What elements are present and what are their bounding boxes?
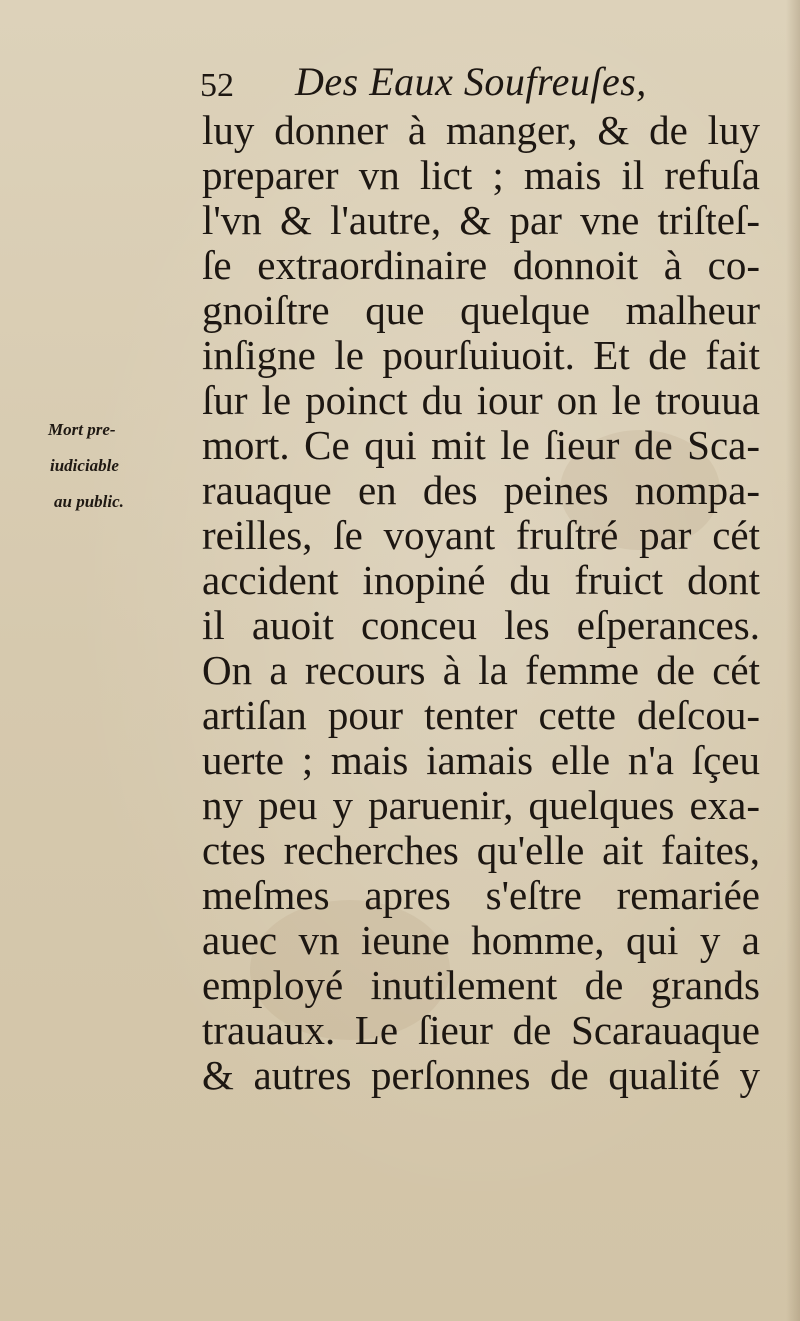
text-line: trauaux. Le ſieur de Scarauaque <box>202 1008 760 1053</box>
page-header <box>200 58 760 110</box>
text-line: mort. Ce qui mit le ſieur de Sca- <box>202 423 760 468</box>
text-line: & autres perſonnes de qualité y <box>202 1053 760 1098</box>
text-line: preparer vn lict ; mais il refuſa <box>202 153 760 198</box>
text-line: ſur le poinct du iour on le trouua <box>202 378 760 423</box>
text-line: ctes recherches qu'elle ait faites, <box>202 828 760 873</box>
margin-note-line: au public. <box>54 492 124 511</box>
text-line: rauaque en des peines nompa- <box>202 468 760 513</box>
text-line: gnoiſtre que quelque malheur <box>202 288 760 333</box>
text-line: ny peu y paruenir, quelques exa- <box>202 783 760 828</box>
text-line: luy donner à manger, & de luy <box>202 108 760 153</box>
text-line: uerte ; mais iamais elle n'a ſçeu <box>202 738 760 783</box>
text-line: ſe extraordinaire donnoit à co- <box>202 243 760 288</box>
text-line: meſmes apres s'eſtre remariée <box>202 873 760 918</box>
body-text <box>202 108 762 1098</box>
text-line: artiſan pour tenter cette deſcou- <box>202 693 760 738</box>
page-edge-shadow <box>786 0 800 1321</box>
text-line: l'vn & l'autre, & par vne triſteſ- <box>202 198 760 243</box>
text-line: On a recours à la femme de cét <box>202 648 760 693</box>
running-title: Des Eaux Soufreuſes, <box>295 59 647 104</box>
margin-note <box>48 412 193 520</box>
text-line: inſigne le pourſuiuoit. Et de fait <box>202 333 760 378</box>
text-line: il auoit conceu les eſperances. <box>202 603 760 648</box>
text-line: auec vn ieune homme, qui y a <box>202 918 760 963</box>
text-line: accident inopiné du fruict dont <box>202 558 760 603</box>
page-number: 52 <box>200 67 234 104</box>
text-line: reilles, ſe voyant fruſtré par cét <box>202 513 760 558</box>
text-line: employé inutilement de grands <box>202 963 760 1008</box>
margin-note-line: Mort pre- <box>48 420 116 439</box>
margin-note-line: iudiciable <box>50 456 119 475</box>
